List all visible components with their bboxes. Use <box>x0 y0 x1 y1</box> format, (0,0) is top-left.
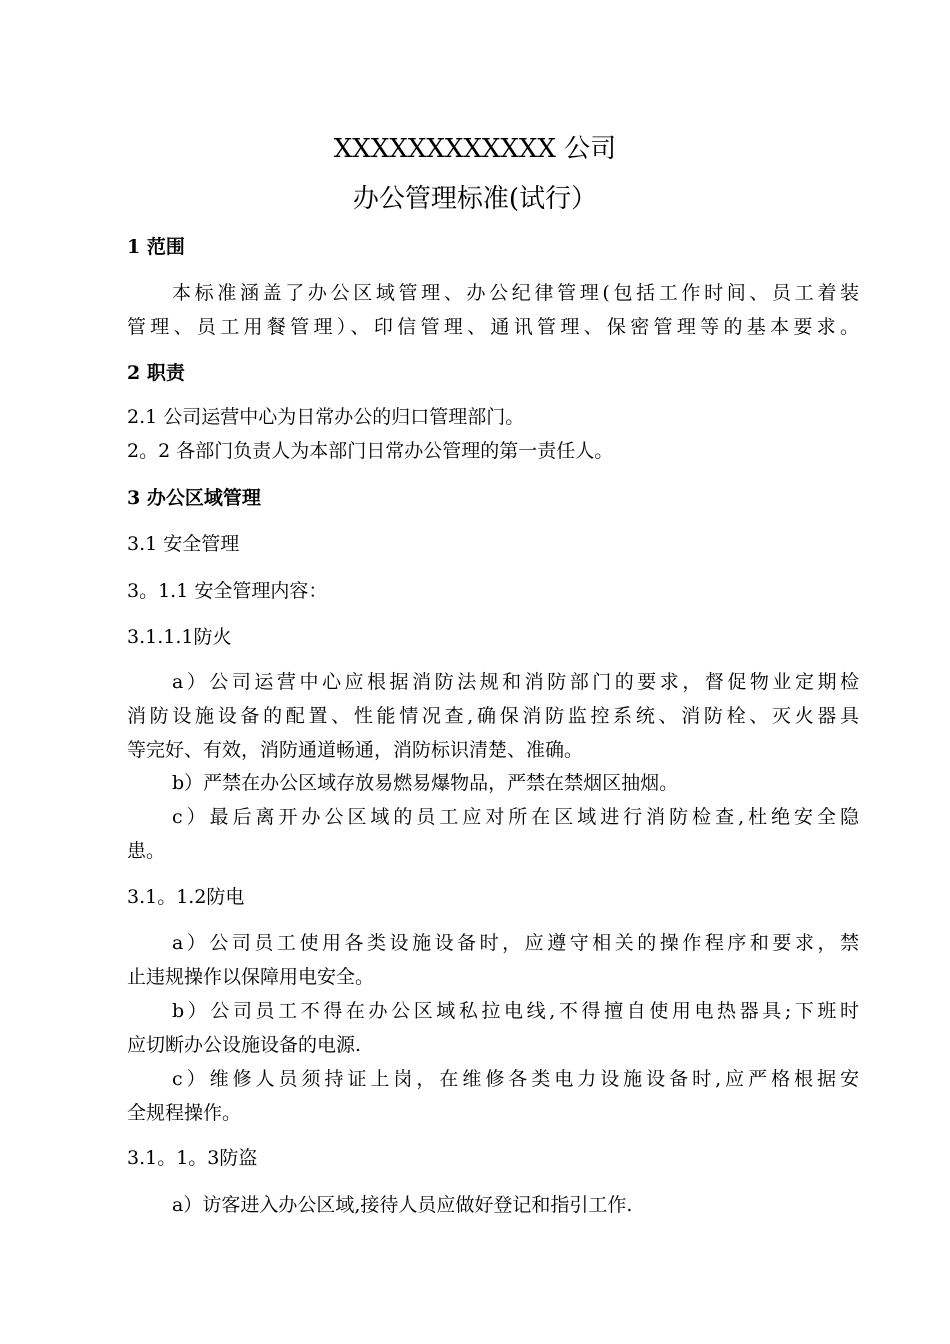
electric-item-b-line-1: b）公司员工不得在办公区域私拉电线,不得擅自使用电热器具;下班时 <box>172 1000 859 1022</box>
fire-prevention-heading: 3.1.1.1防火 <box>127 626 232 648</box>
electric-item-a-line-1: a）公司员工使用各类设施设备时，应遵守相关的操作程序和要求，禁 <box>172 932 859 954</box>
electric-item-c-line-2: 全规程操作。 <box>127 1102 242 1124</box>
section-1-heading: 1 范围 <box>127 236 185 258</box>
section-2-heading: 2 职责 <box>127 362 185 384</box>
theft-item-a: a）访客进入办公区域,接待人员应做好登记和指引工作. <box>172 1194 633 1216</box>
company-title: XXXXXXXXXXXX 公司 <box>333 134 617 164</box>
section-3-1-1-heading: 3。1.1 安全管理内容： <box>127 580 328 602</box>
electric-item-a-line-2: 止违规操作以保障用电安全。 <box>127 966 375 988</box>
fire-item-a-line-1: a）公司运营中心应根据消防法规和消防部门的要求，督促物业定期检 <box>172 671 859 693</box>
electric-safety-heading: 3.1。1.2防电 <box>127 886 245 908</box>
section-2-2: 2。2 各部门负责人为本部门日常办公管理的第一责任人。 <box>127 440 614 462</box>
fire-item-b: b）严禁在办公区域存放易燃易爆物品，严禁在禁烟区抽烟。 <box>172 772 679 794</box>
section-1-paragraph-line-1: 本标准涵盖了办公区域管理、办公纪律管理(包括工作时间、员工着装 <box>172 282 859 304</box>
theft-prevention-heading: 3.1。1。3防盗 <box>127 1147 258 1169</box>
section-3-1-heading: 3.1 安全管理 <box>127 533 240 555</box>
document-title: 办公管理标准(试行） <box>352 184 598 214</box>
section-2-1: 2.1 公司运营中心为日常办公的归口管理部门。 <box>127 406 525 428</box>
electric-item-c-line-1: c）维修人员须持证上岗，在维修各类电力设施设备时,应严格根据安 <box>172 1068 859 1090</box>
electric-item-b-line-2: 应切断办公设施设备的电源. <box>127 1034 362 1056</box>
section-1-paragraph-line-2: 管理、员工用餐管理）、印信管理、通讯管理、保密管理等的基本要求。 <box>127 316 859 338</box>
fire-item-c-line-1: c）最后离开办公区域的员工应对所在区域进行消防检查,杜绝安全隐 <box>172 806 859 828</box>
fire-item-a-line-2: 消防设施设备的配置、性能情况查,确保消防监控系统、消防栓、灭火器具 <box>127 705 859 727</box>
fire-item-a-line-3: 等完好、有效，消防通道畅通，消防标识清楚、准确。 <box>127 739 584 761</box>
section-3-heading: 3 办公区域管理 <box>127 487 261 509</box>
fire-item-c-line-2: 患。 <box>127 840 166 862</box>
